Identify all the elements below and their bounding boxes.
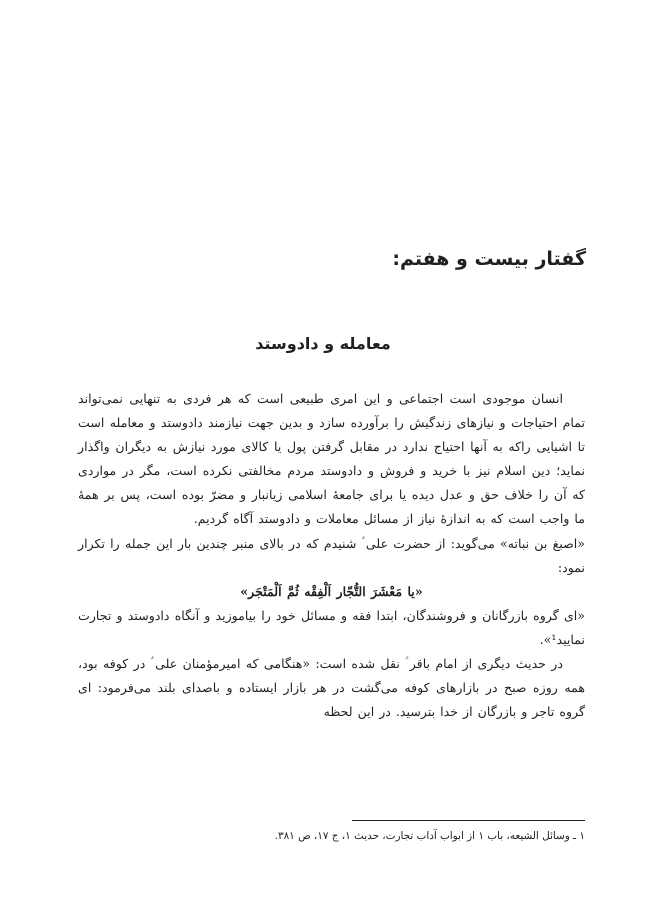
paragraph-imam-baqir-narration: در حدیث دیگری از امام باقر ؑ نقل شده است: «هنگامی که امیرمؤمنان علی ؑ در کوفه بود، همه روزه صبح در بازارهای کوفه می‌گشت در هر بازار ایستاده و باصدای بلند می‌فرمود: ای گروه تاجر و بازرگان از خدا بترسید. در این لحظه xyxy=(78,656,585,720)
paragraph-asbagh-narration: «اصبغ بن نباته» می‌گوید: از حضرت علی ؑ شنیدم که در بالای منبر چندین بار این جمله را تکرار نمود: xyxy=(78,535,585,575)
footnote-divider xyxy=(352,820,585,821)
paragraph-intro: انسان موجودی است اجتماعی و این امری طبیعی است که هر فردی به تنهایی نمی‌تواند تمام احتیاجات و نیازهای زندگیش را برآورده سازد و بدین جهت نیازمند دادوستد و معامله است تا اشیایی راکه به آنها احتیاج ندارد در مقابل گرفتن پول یا کالای مورد نیازش به دیگران واگذار نماید؛ دین اسلام نیز با خرید و فروش و دادوستد مردم مخالفتی نکرده است، مگر در مواردی که آن را خلاف حق و عدل دیده یا برای جامعهٔ اسلامی زیانبار و مضرّ بوده است، پس بر همهٔ ما واجب است که به اندازهٔ نیاز از مسائل معاملات و دادوستد آگاه گردیم. xyxy=(78,391,585,527)
footnote: ۱ ـ وسائل الشیعه، باب ۱ از ابواب آداب تجارت، حدیث ۱، ج ۱۷، ص ۳۸۱. xyxy=(274,830,585,842)
arabic-quote: «یا مَعْشَرَ التُّجّار اَلْفِقْه ثُمَّ اَلْمَتْجَر» xyxy=(240,583,423,599)
body-text xyxy=(78,387,585,724)
paragraph-quote-translation: «ای گروه بازرگانان و فروشندگان، ابتدا فقه و مسائل خود را بیاموزید و آنگاه دادوستد و تجارت نمایید¹». xyxy=(78,607,585,647)
section-title: معامله و دادوستد xyxy=(255,334,391,353)
chapter-title: گفتار بیست و هفتم: xyxy=(392,248,586,270)
